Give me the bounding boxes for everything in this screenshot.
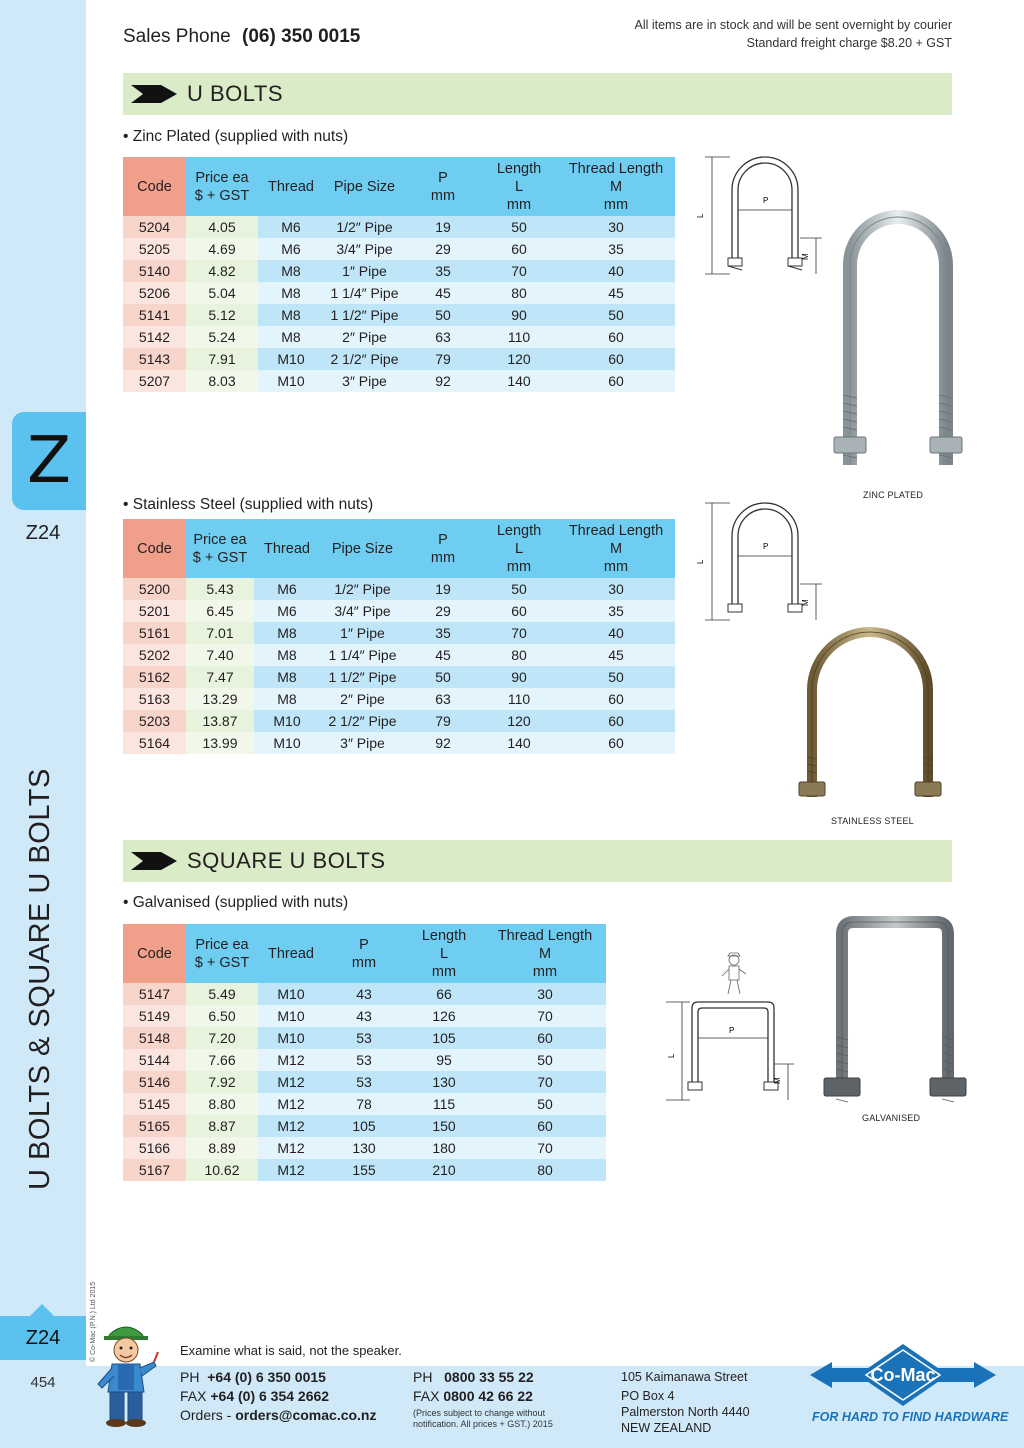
price-cell: 7.47: [186, 666, 254, 688]
table-cell: 45: [557, 282, 675, 304]
diagram-label-p: P: [729, 1026, 735, 1035]
header-note-line-2: Standard freight charge $8.20 + GST: [746, 36, 952, 50]
table-cell: M10: [254, 732, 320, 754]
price-cell: 7.92: [186, 1071, 258, 1093]
table-cell: 2″ Pipe: [324, 326, 405, 348]
table-cell: 1 1/2″ Pipe: [324, 304, 405, 326]
table-cell: 40: [557, 622, 675, 644]
galvanised-square-u-bolt-image: [814, 912, 974, 1114]
table-row: [123, 688, 675, 710]
table-cell: 79: [405, 710, 481, 732]
table-cell: M12: [258, 1093, 324, 1115]
price-cell: 5.12: [186, 304, 258, 326]
freefax-number: 0800 42 66 22: [443, 1388, 533, 1404]
table-row: [123, 578, 675, 600]
table-cell: 210: [404, 1159, 484, 1181]
sales-phone-number[interactable]: (06) 350 0015: [242, 26, 361, 47]
table-cell: 60: [484, 1027, 606, 1049]
product-code[interactable]: 5161: [123, 622, 186, 644]
price-cell: 13.29: [186, 688, 254, 710]
table-cell: 3/4″ Pipe: [320, 600, 405, 622]
table-cell: M8: [254, 688, 320, 710]
table-cell: M6: [254, 600, 320, 622]
price-cell: 8.87: [186, 1115, 258, 1137]
diagram-label-p: P: [763, 196, 769, 205]
product-code[interactable]: 5207: [123, 370, 186, 392]
table-cell: 35: [557, 600, 675, 622]
price-cell: 5.24: [186, 326, 258, 348]
table-cell: M8: [258, 282, 324, 304]
product-code[interactable]: 5201: [123, 600, 186, 622]
table-cell: 180: [404, 1137, 484, 1159]
table-cell: 80: [484, 1159, 606, 1181]
table-row: [123, 666, 675, 688]
price-cell: 4.82: [186, 260, 258, 282]
table-cell: 53: [324, 1071, 404, 1093]
u-bolt-dimension-diagram: [690, 150, 830, 280]
product-code[interactable]: 5143: [123, 348, 186, 370]
column-header: Code: [123, 519, 186, 578]
price-cell: 7.01: [186, 622, 254, 644]
tagline: Examine what is said, not the speaker.: [180, 1343, 402, 1358]
logo-text: Co-Mac: [870, 1365, 936, 1385]
page-number: 454: [30, 1374, 56, 1391]
table-cell: 70: [484, 1005, 606, 1027]
zinc-plated-u-bolt-image: [820, 205, 970, 490]
table-cell: M12: [258, 1071, 324, 1093]
table-cell: 130: [404, 1071, 484, 1093]
table-row: [123, 1049, 606, 1071]
table-cell: 130: [324, 1137, 404, 1159]
sales-phone-label: Sales Phone: [123, 26, 231, 47]
stainless-steel-table: [123, 519, 675, 754]
mascot-icon: [92, 1322, 160, 1428]
price-cell: 8.80: [186, 1093, 258, 1115]
price-cell: 7.91: [186, 348, 258, 370]
column-header: Thread Length M mm: [484, 924, 606, 983]
table-cell: 90: [481, 666, 557, 688]
product-code[interactable]: 5204: [123, 216, 186, 238]
diagram-label-l: L: [667, 1053, 676, 1058]
table-row: [123, 1137, 606, 1159]
column-header: Pipe Size: [320, 519, 405, 578]
price-note-line-1: (Prices subject to change without: [413, 1408, 546, 1418]
section-bar-u-bolts: [123, 73, 952, 115]
table-cell: 70: [484, 1071, 606, 1093]
zinc-plated-table: [123, 157, 675, 392]
table-cell: 105: [324, 1115, 404, 1137]
table-cell: M6: [258, 216, 324, 238]
table-cell: 3/4″ Pipe: [324, 238, 405, 260]
table-cell: 19: [405, 578, 481, 600]
column-header: Thread: [254, 519, 320, 578]
table-cell: 43: [324, 983, 404, 1005]
price-cell: 13.99: [186, 732, 254, 754]
phone-number[interactable]: +64 (0) 6 350 0015: [207, 1369, 326, 1385]
product-code[interactable]: 5164: [123, 732, 186, 754]
bottom-section-code: Z24: [25, 1327, 61, 1349]
table-row: [123, 304, 675, 326]
table-row: [123, 983, 606, 1005]
table-cell: 50: [484, 1049, 606, 1071]
table-cell: 50: [484, 1093, 606, 1115]
column-header: Length L mm: [481, 519, 557, 578]
table-cell: 60: [481, 600, 557, 622]
product-code[interactable]: 5166: [123, 1137, 186, 1159]
product-code[interactable]: 5145: [123, 1093, 186, 1115]
arrow-icon: [131, 85, 177, 103]
table-cell: 29: [405, 600, 481, 622]
table-cell: 70: [484, 1137, 606, 1159]
diagram-label-m: M: [801, 253, 810, 260]
product-code[interactable]: 5162: [123, 666, 186, 688]
table-cell: M12: [258, 1115, 324, 1137]
table-cell: 3″ Pipe: [320, 732, 405, 754]
table-row: [123, 216, 675, 238]
price-cell: 13.87: [186, 710, 254, 732]
table-cell: M10: [258, 348, 324, 370]
column-header: Pipe Size: [324, 157, 405, 216]
table-row: [123, 260, 675, 282]
table-cell: 45: [405, 644, 481, 666]
table-row: [123, 600, 675, 622]
bottom-tab-notch: [30, 1304, 54, 1316]
table-cell: 1/2″ Pipe: [320, 578, 405, 600]
table-cell: M10: [258, 1027, 324, 1049]
column-header: Length L mm: [481, 157, 557, 216]
column-header: Thread: [258, 157, 324, 216]
product-code[interactable]: 5146: [123, 1071, 186, 1093]
table-cell: 80: [481, 282, 557, 304]
table-cell: 66: [404, 983, 484, 1005]
orders-email-link[interactable]: orders@comac.co.nz: [235, 1407, 377, 1423]
table-row: [123, 622, 675, 644]
table-cell: 19: [405, 216, 481, 238]
product-code[interactable]: 5163: [123, 688, 186, 710]
column-header: Code: [123, 924, 186, 983]
arrow-icon: [131, 852, 177, 870]
product-code[interactable]: 5206: [123, 282, 186, 304]
price-cell: 6.45: [186, 600, 254, 622]
table-row: [123, 348, 675, 370]
table-cell: 50: [557, 304, 675, 326]
header-note-line-1: All items are in stock and will be sent overnight by courier: [634, 18, 952, 32]
table-cell: 60: [557, 326, 675, 348]
table-cell: 50: [405, 304, 481, 326]
column-header: Length L mm: [404, 924, 484, 983]
table-cell: 120: [481, 348, 557, 370]
section-title-u-bolts: U BOLTS: [187, 81, 284, 106]
price-cell: 5.43: [186, 578, 254, 600]
product-code[interactable]: 5167: [123, 1159, 186, 1181]
section-bar-square-u-bolts: [123, 840, 952, 882]
table-cell: 35: [405, 622, 481, 644]
table-cell: 35: [557, 238, 675, 260]
header-note: [634, 16, 952, 52]
galvanised-table: [123, 924, 606, 1181]
subhead-stainless: • Stainless Steel (supplied with nuts): [123, 496, 374, 513]
table-cell: 50: [557, 666, 675, 688]
stainless-steel-u-bolt-image: [790, 622, 950, 817]
section-letter: Z: [27, 424, 71, 498]
table-cell: 30: [557, 216, 675, 238]
table-cell: 30: [484, 983, 606, 1005]
diagram-label-p: P: [763, 542, 769, 551]
column-header: P mm: [324, 924, 404, 983]
table-row: [123, 710, 675, 732]
table-cell: 92: [405, 370, 481, 392]
table-row: [123, 282, 675, 304]
table-cell: 79: [405, 348, 481, 370]
product-code[interactable]: 5165: [123, 1115, 186, 1137]
product-code[interactable]: 5200: [123, 578, 186, 600]
sales-phone: [123, 26, 360, 48]
address-line-1: 105 Kaimanawa Street: [621, 1370, 748, 1384]
table-cell: 50: [481, 216, 557, 238]
price-cell: 5.49: [186, 983, 258, 1005]
table-row: [123, 644, 675, 666]
table-cell: 53: [324, 1049, 404, 1071]
table-cell: 140: [481, 732, 557, 754]
vertical-section-title: U BOLTS & SQUARE U BOLTS: [24, 768, 56, 1190]
table-cell: 90: [481, 304, 557, 326]
table-cell: 53: [324, 1027, 404, 1049]
orders-label: Orders -: [180, 1407, 232, 1423]
u-bolt-dimension-diagram: [690, 496, 830, 626]
table-cell: 40: [557, 260, 675, 282]
table-row: [123, 238, 675, 260]
fax-number: +64 (0) 6 354 2662: [210, 1388, 330, 1404]
table-cell: 60: [557, 688, 675, 710]
price-cell: 7.20: [186, 1027, 258, 1049]
table-cell: 45: [557, 644, 675, 666]
table-row: [123, 1071, 606, 1093]
table-cell: 78: [324, 1093, 404, 1115]
price-cell: 4.05: [186, 216, 258, 238]
table-cell: M6: [254, 578, 320, 600]
table-cell: M8: [254, 622, 320, 644]
price-cell: 7.66: [186, 1049, 258, 1071]
address-line-2: PO Box 4: [621, 1389, 675, 1403]
product-code[interactable]: 5202: [123, 644, 186, 666]
table-cell: 155: [324, 1159, 404, 1181]
table-cell: M10: [254, 710, 320, 732]
copyright-note: © Co-Mac (P.N.) Ltd 2015: [90, 1281, 97, 1362]
table-cell: M12: [258, 1159, 324, 1181]
column-header: Code: [123, 157, 186, 216]
table-cell: 150: [404, 1115, 484, 1137]
freephone-number[interactable]: 0800 33 55 22: [444, 1369, 534, 1385]
product-code[interactable]: 5144: [123, 1049, 186, 1071]
column-header: P mm: [405, 157, 481, 216]
price-cell: 10.62: [186, 1159, 258, 1181]
table-cell: M8: [258, 260, 324, 282]
diagram-label-l: L: [696, 559, 705, 564]
product-code[interactable]: 5142: [123, 326, 186, 348]
table-cell: 60: [557, 370, 675, 392]
phone-label: PH: [180, 1369, 200, 1385]
table-cell: 63: [405, 688, 481, 710]
column-header: Thread: [258, 924, 324, 983]
table-row: [123, 732, 675, 754]
logo-tagline: FOR HARD TO FIND HARDWARE: [812, 1410, 1009, 1424]
product-code[interactable]: 5205: [123, 238, 186, 260]
table-cell: M6: [258, 238, 324, 260]
table-cell: 1 1/4″ Pipe: [320, 644, 405, 666]
table-cell: M8: [254, 666, 320, 688]
table-cell: M8: [254, 644, 320, 666]
table-row: [123, 1027, 606, 1049]
table-cell: 80: [481, 644, 557, 666]
table-cell: M12: [258, 1137, 324, 1159]
comac-logo[interactable]: [810, 1342, 996, 1408]
table-cell: M8: [258, 304, 324, 326]
price-cell: 6.50: [186, 1005, 258, 1027]
table-cell: 105: [404, 1027, 484, 1049]
table-row: [123, 1115, 606, 1137]
footer-contact-freephone: [413, 1368, 553, 1430]
table-cell: 92: [405, 732, 481, 754]
price-cell: 7.40: [186, 644, 254, 666]
table-cell: 60: [481, 238, 557, 260]
caption-stainless-steel: STAINLESS STEEL: [831, 816, 914, 826]
table-cell: 2 1/2″ Pipe: [320, 710, 405, 732]
table-row: [123, 1093, 606, 1115]
address-line-3: Palmerston North 4440: [621, 1405, 750, 1419]
price-cell: 5.04: [186, 282, 258, 304]
table-cell: 45: [405, 282, 481, 304]
table-cell: 1″ Pipe: [324, 260, 405, 282]
table-cell: 35: [405, 260, 481, 282]
freephone-label: PH: [413, 1369, 433, 1385]
section-tab[interactable]: [12, 412, 86, 510]
table-cell: 30: [557, 578, 675, 600]
table-cell: 60: [557, 732, 675, 754]
table-cell: 115: [404, 1093, 484, 1115]
column-header: Thread Length M mm: [557, 157, 675, 216]
caption-zinc-plated: ZINC PLATED: [863, 490, 924, 500]
diagram-label-l: L: [696, 213, 705, 218]
price-cell: 8.03: [186, 370, 258, 392]
product-code[interactable]: 5140: [123, 260, 186, 282]
column-header: Price ea $ + GST: [186, 157, 258, 216]
section-title-square-u-bolts: SQUARE U BOLTS: [187, 848, 386, 873]
table-cell: 60: [557, 348, 675, 370]
product-code[interactable]: 5148: [123, 1027, 186, 1049]
table-cell: 140: [481, 370, 557, 392]
table-cell: M12: [258, 1049, 324, 1071]
table-row: [123, 1159, 606, 1181]
table-cell: 2 1/2″ Pipe: [324, 348, 405, 370]
footer-contact-international: [180, 1368, 377, 1425]
column-header: Price ea $ + GST: [186, 519, 254, 578]
table-row: [123, 370, 675, 392]
price-note-line-2: notification. All prices + GST.) 2015: [413, 1419, 553, 1429]
postal-address: [621, 1369, 750, 1436]
table-cell: 2″ Pipe: [320, 688, 405, 710]
table-cell: 63: [405, 326, 481, 348]
table-cell: 50: [405, 666, 481, 688]
table-cell: 1″ Pipe: [320, 622, 405, 644]
table-cell: 60: [557, 710, 675, 732]
column-header: P mm: [405, 519, 481, 578]
table-cell: 120: [481, 710, 557, 732]
product-code[interactable]: 5149: [123, 1005, 186, 1027]
subhead-galvanised: • Galvanised (supplied with nuts): [123, 894, 349, 911]
subhead-zinc: • Zinc Plated (supplied with nuts): [123, 128, 349, 145]
freefax-label: FAX: [413, 1388, 440, 1404]
table-cell: 29: [405, 238, 481, 260]
price-cell: 8.89: [186, 1137, 258, 1159]
fax-label: FAX: [180, 1388, 207, 1404]
column-header: Price ea $ + GST: [186, 924, 258, 983]
table-cell: 3″ Pipe: [324, 370, 405, 392]
table-cell: 1/2″ Pipe: [324, 216, 405, 238]
price-cell: 4.69: [186, 238, 258, 260]
square-u-bolt-dimension-diagram: [662, 996, 802, 1106]
table-cell: M10: [258, 983, 324, 1005]
table-cell: M10: [258, 370, 324, 392]
table-cell: 43: [324, 1005, 404, 1027]
table-cell: 70: [481, 622, 557, 644]
table-cell: 1 1/4″ Pipe: [324, 282, 405, 304]
table-row: [123, 1005, 606, 1027]
table-cell: 50: [481, 578, 557, 600]
table-cell: 110: [481, 326, 557, 348]
left-sidebar: [0, 0, 86, 1448]
table-cell: 110: [481, 688, 557, 710]
table-cell: M10: [258, 1005, 324, 1027]
product-code[interactable]: 5203: [123, 710, 186, 732]
table-cell: 126: [404, 1005, 484, 1027]
column-header: Thread Length M mm: [557, 519, 675, 578]
table-cell: 95: [404, 1049, 484, 1071]
mascot-figure-small: [718, 952, 750, 996]
address-line-4: NEW ZEALAND: [621, 1421, 712, 1435]
table-cell: 1 1/2″ Pipe: [320, 666, 405, 688]
table-cell: M8: [258, 326, 324, 348]
table-row: [123, 326, 675, 348]
caption-galvanised: GALVANISED: [862, 1113, 921, 1123]
product-code[interactable]: 5147: [123, 983, 186, 1005]
product-code[interactable]: 5141: [123, 304, 186, 326]
diagram-label-m: M: [773, 1077, 782, 1084]
section-code: Z24: [25, 522, 61, 544]
table-cell: 70: [481, 260, 557, 282]
diagram-label-m: M: [801, 599, 810, 606]
table-cell: 60: [484, 1115, 606, 1137]
